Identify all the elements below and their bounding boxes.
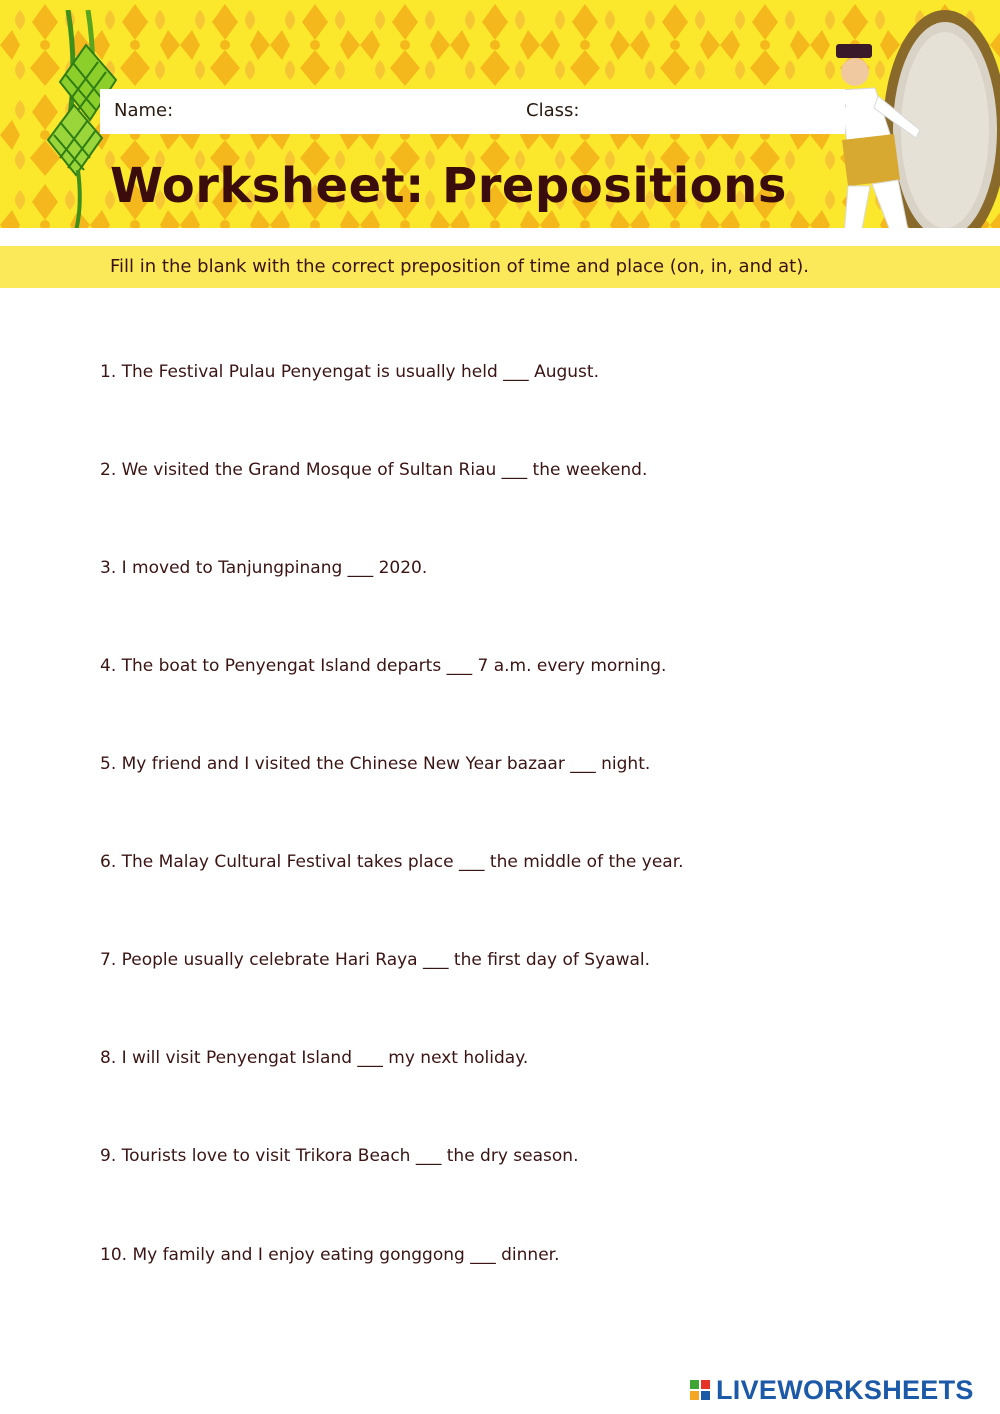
logo-squares-icon (690, 1380, 710, 1400)
question-item: 4. The boat to Penyengat Island departs ___ 7 a.m. every morning. (100, 656, 667, 676)
liveworksheets-logo[interactable] (690, 1372, 974, 1408)
question-item: 2. We visited the Grand Mosque of Sultan Riau ___ the weekend. (100, 460, 648, 480)
question-item: 6. The Malay Cultural Festival takes place ___ the middle of the year. (100, 852, 684, 872)
question-item: 9. Tourists love to visit Trikora Beach ___ the dry season. (100, 1146, 579, 1166)
name-class-bar (100, 89, 845, 134)
header-band (0, 0, 1000, 228)
question-item: 1. The Festival Pulau Penyengat is usually held ___ August. (100, 362, 599, 382)
class-label: Class: (526, 100, 580, 121)
page-title: Worksheet: Prepositions (110, 158, 787, 214)
question-item: 8. I will visit Penyengat Island ___ my next holiday. (100, 1048, 529, 1068)
question-item: 5. My friend and I visited the Chinese New Year bazaar ___ night. (100, 754, 651, 774)
instruction-text: Fill in the blank with the correct preposition of time and place (on, in, and at). (110, 256, 809, 277)
question-item: 10. My family and I enjoy eating gonggong ___ dinner. (100, 1245, 560, 1265)
name-label: Name: (114, 100, 174, 121)
logo-text: LIVEWORKSHEETS (716, 1374, 974, 1405)
question-item: 7. People usually celebrate Hari Raya ___ the first day of Syawal. (100, 950, 651, 970)
question-item: 3. I moved to Tanjungpinang ___ 2020. (100, 558, 428, 578)
